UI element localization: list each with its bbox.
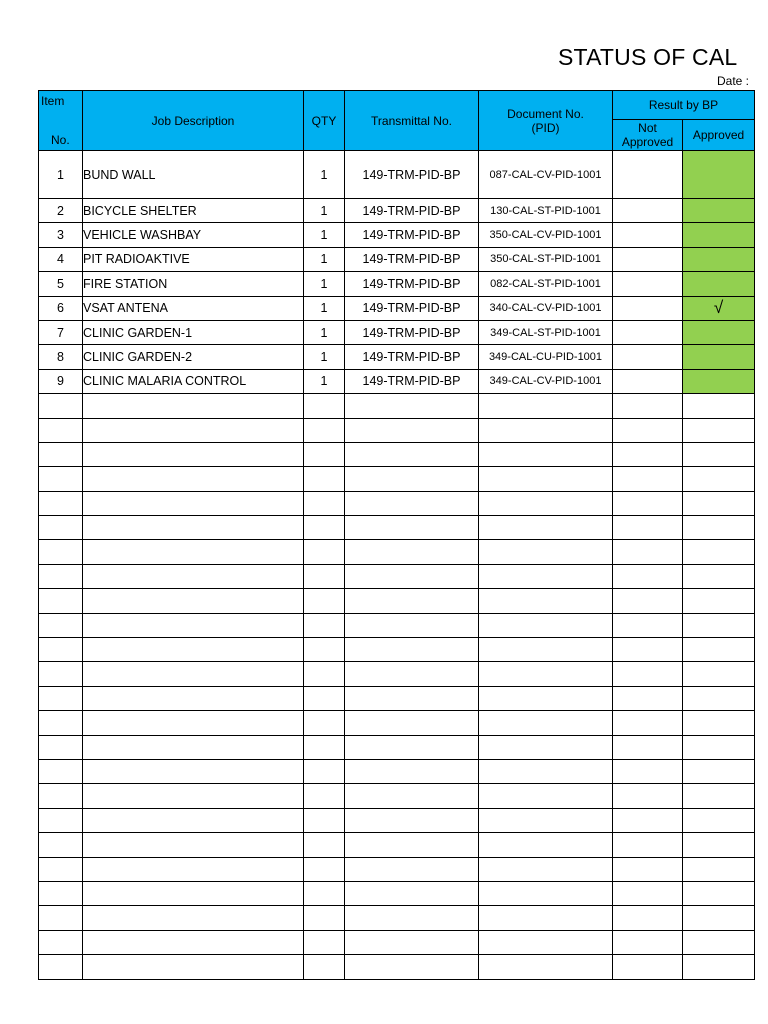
approved-cell[interactable] xyxy=(683,784,755,808)
document-cell[interactable] xyxy=(479,516,613,540)
qty-cell[interactable] xyxy=(304,467,345,491)
approved-cell[interactable] xyxy=(683,857,755,881)
table-row-blank xyxy=(39,759,755,783)
item-no-cell[interactable] xyxy=(39,613,83,637)
qty-cell[interactable]: 1 xyxy=(304,272,345,296)
transmittal-cell[interactable]: 149-TRM-PID-BP xyxy=(345,345,479,369)
item-no-cell[interactable]: 2 xyxy=(39,199,83,223)
not-approved-cell[interactable] xyxy=(613,711,683,735)
qty-cell[interactable]: 1 xyxy=(304,296,345,320)
qty-cell[interactable] xyxy=(304,442,345,466)
job-description-cell[interactable] xyxy=(83,833,304,857)
job-description-cell[interactable] xyxy=(83,564,304,588)
document-cell[interactable] xyxy=(479,491,613,515)
item-no-cell[interactable] xyxy=(39,906,83,930)
table-row-blank xyxy=(39,613,755,637)
job-description-cell[interactable] xyxy=(83,930,304,954)
transmittal-cell[interactable]: 149-TRM-PID-BP xyxy=(345,151,479,199)
item-no-cell[interactable] xyxy=(39,930,83,954)
table-row-blank xyxy=(39,638,755,662)
approved-cell[interactable] xyxy=(683,589,755,613)
not-approved-cell[interactable] xyxy=(613,808,683,832)
job-description-cell[interactable] xyxy=(83,906,304,930)
transmittal-cell[interactable]: 149-TRM-PID-BP xyxy=(345,296,479,320)
approved-cell[interactable] xyxy=(683,418,755,442)
job-description-cell[interactable] xyxy=(83,735,304,759)
qty-cell[interactable]: 1 xyxy=(304,151,345,199)
transmittal-cell[interactable] xyxy=(345,662,479,686)
item-no-header xyxy=(39,91,83,151)
transmittal-cell[interactable]: 149-TRM-PID-BP xyxy=(345,223,479,247)
transmittal-cell[interactable] xyxy=(345,711,479,735)
approved-cell[interactable] xyxy=(683,199,755,223)
qty-cell[interactable] xyxy=(304,491,345,515)
document-cell[interactable]: 082-CAL-ST-PID-1001 xyxy=(479,272,613,296)
job-description-cell[interactable] xyxy=(83,711,304,735)
not-approved-cell[interactable] xyxy=(613,881,683,905)
job-description-cell[interactable] xyxy=(83,759,304,783)
job-description-cell[interactable] xyxy=(83,516,304,540)
table-row-blank xyxy=(39,955,755,979)
item-no-cell[interactable] xyxy=(39,686,83,710)
transmittal-cell[interactable]: 149-TRM-PID-BP xyxy=(345,247,479,271)
job-description-cell[interactable]: VEHICLE WASHBAY xyxy=(83,223,304,247)
approved-cell[interactable] xyxy=(683,540,755,564)
document-cell[interactable] xyxy=(479,808,613,832)
table-row-blank xyxy=(39,491,755,515)
job-description-cell[interactable] xyxy=(83,638,304,662)
status-table xyxy=(38,90,755,980)
not-approved-cell[interactable] xyxy=(613,906,683,930)
not-approved-cell[interactable] xyxy=(613,247,683,271)
table-row-blank xyxy=(39,906,755,930)
qty-cell[interactable]: 1 xyxy=(304,369,345,393)
item-header-bottom: No. xyxy=(51,133,70,147)
table-row-blank xyxy=(39,784,755,808)
not-approved-header-line2: Approved xyxy=(621,135,674,149)
transmittal-cell[interactable] xyxy=(345,906,479,930)
qty-cell[interactable] xyxy=(304,589,345,613)
not-approved-cell[interactable] xyxy=(613,442,683,466)
not-approved-cell[interactable] xyxy=(613,272,683,296)
job-description-cell[interactable]: FIRE STATION xyxy=(83,272,304,296)
table-row-blank xyxy=(39,540,755,564)
item-no-cell[interactable] xyxy=(39,394,83,418)
transmittal-header: Transmittal No. xyxy=(345,91,479,151)
transmittal-cell[interactable] xyxy=(345,589,479,613)
transmittal-cell[interactable]: 149-TRM-PID-BP xyxy=(345,320,479,344)
transmittal-cell[interactable] xyxy=(345,442,479,466)
not-approved-cell[interactable] xyxy=(613,296,683,320)
item-no-cell[interactable] xyxy=(39,735,83,759)
job-description-cell[interactable]: CLINIC MALARIA CONTROL xyxy=(83,369,304,393)
document-cell[interactable] xyxy=(479,467,613,491)
not-approved-cell[interactable] xyxy=(613,662,683,686)
document-cell[interactable]: 340-CAL-CV-PID-1001 xyxy=(479,296,613,320)
table-row-blank xyxy=(39,467,755,491)
transmittal-cell[interactable] xyxy=(345,613,479,637)
approved-cell[interactable] xyxy=(683,320,755,344)
approved-cell[interactable] xyxy=(683,881,755,905)
document-cell[interactable] xyxy=(479,418,613,442)
document-cell[interactable]: 350-CAL-ST-PID-1001 xyxy=(479,247,613,271)
not-approved-cell[interactable] xyxy=(613,491,683,515)
transmittal-cell[interactable] xyxy=(345,491,479,515)
document-cell[interactable] xyxy=(479,638,613,662)
table-row xyxy=(39,151,755,199)
item-header-top: Item xyxy=(41,94,65,108)
table-row-blank xyxy=(39,662,755,686)
document-cell[interactable] xyxy=(479,833,613,857)
qty-cell[interactable] xyxy=(304,906,345,930)
approved-cell[interactable] xyxy=(683,906,755,930)
item-no-cell[interactable] xyxy=(39,418,83,442)
transmittal-cell[interactable]: 149-TRM-PID-BP xyxy=(345,272,479,296)
not-approved-cell[interactable] xyxy=(613,369,683,393)
table-row-blank xyxy=(39,442,755,466)
table-row-blank xyxy=(39,589,755,613)
document-cell[interactable] xyxy=(479,930,613,954)
job-description-cell[interactable] xyxy=(83,686,304,710)
document-cell[interactable]: 349-CAL-CV-PID-1001 xyxy=(479,369,613,393)
not-approved-cell[interactable] xyxy=(613,151,683,199)
job-description-cell[interactable] xyxy=(83,491,304,515)
table-row xyxy=(39,345,755,369)
document-cell[interactable]: 349-CAL-CU-PID-1001 xyxy=(479,345,613,369)
table-row-blank xyxy=(39,711,755,735)
job-description-cell[interactable]: BUND WALL xyxy=(83,151,304,199)
not-approved-cell[interactable] xyxy=(613,833,683,857)
result-by-bp-header: Result by BP xyxy=(613,91,755,120)
qty-cell[interactable] xyxy=(304,540,345,564)
not-approved-cell[interactable] xyxy=(613,857,683,881)
not-approved-cell[interactable] xyxy=(613,638,683,662)
not-approved-cell[interactable] xyxy=(613,759,683,783)
qty-cell[interactable]: 1 xyxy=(304,247,345,271)
item-no-cell[interactable] xyxy=(39,784,83,808)
item-no-cell[interactable] xyxy=(39,808,83,832)
job-description-cell[interactable]: CLINIC GARDEN-2 xyxy=(83,345,304,369)
document-cell[interactable]: 130-CAL-ST-PID-1001 xyxy=(479,199,613,223)
approved-cell[interactable] xyxy=(683,955,755,979)
approved-cell[interactable] xyxy=(683,369,755,393)
document-cell[interactable] xyxy=(479,711,613,735)
item-no-cell[interactable] xyxy=(39,857,83,881)
not-approved-cell[interactable] xyxy=(613,223,683,247)
document-cell[interactable] xyxy=(479,540,613,564)
transmittal-cell[interactable] xyxy=(345,735,479,759)
table-row-blank xyxy=(39,418,755,442)
not-approved-cell[interactable] xyxy=(613,735,683,759)
table-row xyxy=(39,369,755,393)
item-no-cell[interactable]: 8 xyxy=(39,345,83,369)
approved-cell[interactable] xyxy=(683,735,755,759)
not-approved-cell[interactable] xyxy=(613,394,683,418)
item-no-cell[interactable] xyxy=(39,516,83,540)
document-cell[interactable] xyxy=(479,613,613,637)
job-description-cell[interactable] xyxy=(83,418,304,442)
job-description-cell[interactable] xyxy=(83,613,304,637)
table-row-blank xyxy=(39,686,755,710)
qty-cell[interactable] xyxy=(304,833,345,857)
job-description-cell[interactable] xyxy=(83,857,304,881)
qty-cell[interactable] xyxy=(304,394,345,418)
item-no-cell[interactable]: 5 xyxy=(39,272,83,296)
document-cell[interactable] xyxy=(479,906,613,930)
table-row-blank xyxy=(39,930,755,954)
qty-header: QTY xyxy=(304,91,345,151)
approved-cell[interactable] xyxy=(683,516,755,540)
item-no-cell[interactable] xyxy=(39,881,83,905)
item-no-cell[interactable]: 9 xyxy=(39,369,83,393)
not-approved-cell[interactable] xyxy=(613,955,683,979)
table-row-blank xyxy=(39,833,755,857)
table-body xyxy=(39,151,755,980)
qty-cell[interactable] xyxy=(304,735,345,759)
approved-cell[interactable] xyxy=(683,247,755,271)
table-row xyxy=(39,320,755,344)
table-row-blank xyxy=(39,808,755,832)
document-cell[interactable] xyxy=(479,394,613,418)
approved-cell[interactable] xyxy=(683,345,755,369)
qty-cell[interactable] xyxy=(304,955,345,979)
approved-cell[interactable] xyxy=(683,564,755,588)
approved-header: Approved xyxy=(683,120,755,151)
approved-cell[interactable] xyxy=(683,442,755,466)
approved-cell[interactable] xyxy=(683,662,755,686)
not-approved-cell[interactable] xyxy=(613,345,683,369)
item-no-cell[interactable] xyxy=(39,833,83,857)
item-no-cell[interactable] xyxy=(39,662,83,686)
document-cell[interactable]: 349-CAL-ST-PID-1001 xyxy=(479,320,613,344)
item-no-cell[interactable]: 1 xyxy=(39,151,83,199)
approved-cell[interactable] xyxy=(683,467,755,491)
not-approved-cell[interactable] xyxy=(613,930,683,954)
approved-cell[interactable] xyxy=(683,686,755,710)
job-description-cell[interactable] xyxy=(83,955,304,979)
job-description-cell[interactable] xyxy=(83,540,304,564)
approved-cell[interactable] xyxy=(683,638,755,662)
table-row-blank xyxy=(39,394,755,418)
approved-cell[interactable] xyxy=(683,613,755,637)
not-approved-cell[interactable] xyxy=(613,467,683,491)
job-description-cell[interactable]: CLINIC GARDEN-1 xyxy=(83,320,304,344)
transmittal-cell[interactable] xyxy=(345,930,479,954)
job-description-cell[interactable] xyxy=(83,442,304,466)
not-approved-cell[interactable] xyxy=(613,540,683,564)
table-row-blank xyxy=(39,735,755,759)
item-no-cell[interactable] xyxy=(39,540,83,564)
transmittal-cell[interactable] xyxy=(345,955,479,979)
job-description-cell[interactable] xyxy=(83,467,304,491)
table-row-blank xyxy=(39,857,755,881)
transmittal-cell[interactable] xyxy=(345,467,479,491)
document-cell[interactable] xyxy=(479,784,613,808)
transmittal-cell[interactable] xyxy=(345,540,479,564)
transmittal-cell[interactable]: 149-TRM-PID-BP xyxy=(345,369,479,393)
approved-cell[interactable] xyxy=(683,759,755,783)
not-approved-cell[interactable] xyxy=(613,784,683,808)
qty-cell[interactable]: 1 xyxy=(304,199,345,223)
table-row xyxy=(39,272,755,296)
qty-cell[interactable] xyxy=(304,857,345,881)
not-approved-cell[interactable] xyxy=(613,686,683,710)
table-row xyxy=(39,223,755,247)
item-no-cell[interactable]: 7 xyxy=(39,320,83,344)
approved-cell[interactable] xyxy=(683,272,755,296)
transmittal-cell[interactable] xyxy=(345,808,479,832)
qty-cell[interactable] xyxy=(304,784,345,808)
item-no-cell[interactable] xyxy=(39,564,83,588)
table-row-blank xyxy=(39,516,755,540)
not-approved-cell[interactable] xyxy=(613,564,683,588)
approved-cell[interactable] xyxy=(683,223,755,247)
document-cell[interactable]: 087-CAL-CV-PID-1001 xyxy=(479,151,613,199)
table-row-blank xyxy=(39,564,755,588)
item-no-cell[interactable]: 3 xyxy=(39,223,83,247)
transmittal-cell[interactable] xyxy=(345,833,479,857)
table-row xyxy=(39,247,755,271)
approved-cell[interactable] xyxy=(683,711,755,735)
job-description-cell[interactable] xyxy=(83,394,304,418)
item-no-cell[interactable] xyxy=(39,759,83,783)
transmittal-cell[interactable] xyxy=(345,418,479,442)
transmittal-cell[interactable] xyxy=(345,516,479,540)
document-cell[interactable]: 350-CAL-CV-PID-1001 xyxy=(479,223,613,247)
qty-cell[interactable] xyxy=(304,638,345,662)
document-header-line2: (PID) xyxy=(531,120,560,135)
qty-cell[interactable] xyxy=(304,613,345,637)
transmittal-cell[interactable] xyxy=(345,638,479,662)
document-cell[interactable] xyxy=(479,857,613,881)
transmittal-cell[interactable]: 149-TRM-PID-BP xyxy=(345,199,479,223)
job-description-cell[interactable] xyxy=(83,662,304,686)
document-cell[interactable] xyxy=(479,759,613,783)
not-approved-header xyxy=(613,120,683,151)
qty-cell[interactable] xyxy=(304,686,345,710)
document-cell[interactable] xyxy=(479,662,613,686)
approved-cell[interactable] xyxy=(683,808,755,832)
qty-cell[interactable] xyxy=(304,881,345,905)
not-approved-cell[interactable] xyxy=(613,613,683,637)
not-approved-cell[interactable] xyxy=(613,320,683,344)
item-no-cell[interactable] xyxy=(39,467,83,491)
document-cell[interactable] xyxy=(479,735,613,759)
not-approved-cell[interactable] xyxy=(613,516,683,540)
qty-cell[interactable]: 1 xyxy=(304,345,345,369)
job-description-cell[interactable] xyxy=(83,808,304,832)
transmittal-cell[interactable] xyxy=(345,759,479,783)
table-row xyxy=(39,199,755,223)
item-no-cell[interactable]: 6 xyxy=(39,296,83,320)
transmittal-cell[interactable] xyxy=(345,394,479,418)
item-no-cell[interactable]: 4 xyxy=(39,247,83,271)
document-cell[interactable] xyxy=(479,686,613,710)
document-cell[interactable] xyxy=(479,564,613,588)
document-header xyxy=(479,91,613,151)
document-cell[interactable] xyxy=(479,442,613,466)
document-header-line1: Document No. xyxy=(507,106,584,121)
transmittal-cell[interactable] xyxy=(345,881,479,905)
approved-cell[interactable] xyxy=(683,491,755,515)
item-no-cell[interactable] xyxy=(39,638,83,662)
job-description-cell[interactable] xyxy=(83,881,304,905)
date-label: Date : xyxy=(717,74,750,88)
qty-cell[interactable] xyxy=(304,759,345,783)
item-no-cell[interactable] xyxy=(39,491,83,515)
approved-cell[interactable] xyxy=(683,833,755,857)
transmittal-cell[interactable] xyxy=(345,686,479,710)
qty-cell[interactable] xyxy=(304,711,345,735)
qty-cell[interactable] xyxy=(304,564,345,588)
job-description-cell[interactable]: BICYCLE SHELTER xyxy=(83,199,304,223)
qty-cell[interactable] xyxy=(304,418,345,442)
approved-cell[interactable] xyxy=(683,930,755,954)
table-row-blank xyxy=(39,881,755,905)
item-no-cell[interactable] xyxy=(39,711,83,735)
qty-cell[interactable] xyxy=(304,662,345,686)
not-approved-cell[interactable] xyxy=(613,418,683,442)
job-description-cell[interactable] xyxy=(83,784,304,808)
job-description-cell[interactable] xyxy=(83,589,304,613)
approved-cell[interactable] xyxy=(683,394,755,418)
not-approved-header-line1: Not xyxy=(638,121,657,135)
item-no-cell[interactable] xyxy=(39,442,83,466)
job-description-cell[interactable]: PIT RADIOAKTIVE xyxy=(83,247,304,271)
qty-cell[interactable] xyxy=(304,930,345,954)
table-row xyxy=(39,296,755,320)
transmittal-cell[interactable] xyxy=(345,857,479,881)
not-approved-cell[interactable] xyxy=(613,199,683,223)
page-title: STATUS OF CAL xyxy=(558,44,738,70)
transmittal-cell[interactable] xyxy=(345,564,479,588)
approved-cell[interactable] xyxy=(683,151,755,199)
item-no-cell[interactable] xyxy=(39,589,83,613)
document-cell[interactable] xyxy=(479,955,613,979)
not-approved-cell[interactable] xyxy=(613,589,683,613)
qty-cell[interactable] xyxy=(304,516,345,540)
document-cell[interactable] xyxy=(479,881,613,905)
job-description-header: Job Description xyxy=(83,91,304,151)
job-description-cell[interactable]: VSAT ANTENA xyxy=(83,296,304,320)
qty-cell[interactable]: 1 xyxy=(304,320,345,344)
transmittal-cell[interactable] xyxy=(345,784,479,808)
document-cell[interactable] xyxy=(479,589,613,613)
qty-cell[interactable] xyxy=(304,808,345,832)
item-no-cell[interactable] xyxy=(39,955,83,979)
approved-cell[interactable]: √ xyxy=(683,296,755,320)
qty-cell[interactable]: 1 xyxy=(304,223,345,247)
